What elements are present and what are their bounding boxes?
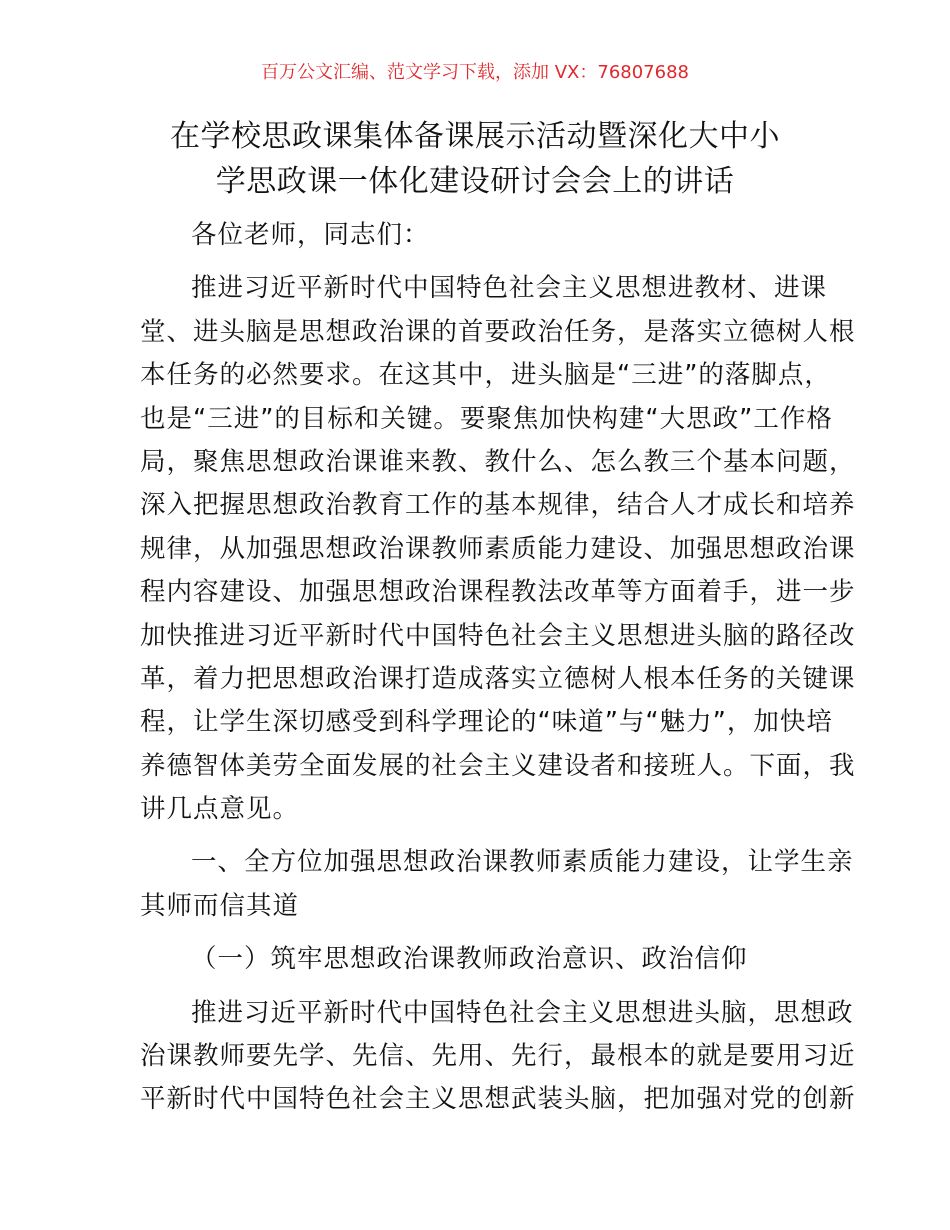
text-line: 一、全方位加强思想政治课教师素质能力建设，让学生亲 — [191, 847, 854, 878]
text-line: 也是“三进”的目标和关键。要聚焦加快构建“大思政”工作格 — [140, 403, 833, 434]
text-line: 推进习近平新时代中国特色社会主义思想进头脑，思想政 — [191, 997, 854, 1028]
paragraph-gap — [140, 982, 820, 992]
text-line: 养德智体美劳全面发展的社会主义建设者和接班人。下面，我 — [140, 750, 856, 781]
page-title — [0, 114, 950, 204]
text-line: 革，着力把思想政治课打造成落实立德树人根本任务的关键课 — [140, 663, 856, 694]
text-line: 推进习近平新时代中国特色社会主义思想进教材、进课 — [191, 273, 828, 304]
text-line: 局，聚焦思想政治课谁来教、教什么、怎么教三个基本问题， — [140, 446, 856, 477]
text-line: 各位老师，同志们： — [191, 220, 430, 250]
text-line: 程，让学生深切感受到科学理论的“味道”与“魅力”，加快培 — [140, 707, 833, 738]
title-line: 在学校思政课集体备课展示活动暨深化大中小 — [170, 119, 780, 154]
text-line: 治课教师要先学、先信、先用、先行，最根本的就是要用习近 — [140, 1041, 856, 1072]
text-line: （一）筑牢思想政治课教师政治意识、政治信仰 — [191, 944, 748, 975]
text-line: 其师而信其道 — [140, 890, 300, 921]
paragraph-gap — [140, 831, 820, 841]
paragraph-gap — [140, 928, 820, 938]
text-line: 平新时代中国特色社会主义思想武装头脑，把加强对党的创新 — [140, 1084, 856, 1115]
paragraph — [140, 992, 856, 1122]
paragraph — [140, 267, 856, 831]
text-line: 讲几点意见。 — [140, 794, 300, 825]
title-line: 学思政课一体化建设研讨会会上的讲话 — [215, 164, 735, 199]
text-line: 本任务的必然要求。在这其中，进头脑是“三进”的落脚点， — [140, 360, 831, 391]
paragraph-gap — [140, 257, 820, 267]
paragraph — [140, 938, 820, 981]
paragraph — [140, 841, 854, 928]
text-line: 深入把握思想政治教育工作的基本规律，结合人才成长和培养 — [140, 490, 856, 521]
text-line: 加快推进习近平新时代中国特色社会主义思想进头脑的路径改 — [140, 620, 856, 651]
document-body — [140, 214, 856, 1122]
text-line: 堂、进头脑是思想政治课的首要政治任务，是落实立德树人根 — [140, 316, 856, 347]
text-line: 规律，从加强思想政治课教师素质能力建设、加强思想政治课 — [140, 533, 856, 564]
watermark-banner: 百万公文汇编、范文学习下载，添加 VX：76807688 — [261, 62, 689, 83]
salutation — [140, 214, 820, 257]
text-line: 程内容建设、加强思想政治课程教法改革等方面着手，进一步 — [140, 577, 856, 608]
